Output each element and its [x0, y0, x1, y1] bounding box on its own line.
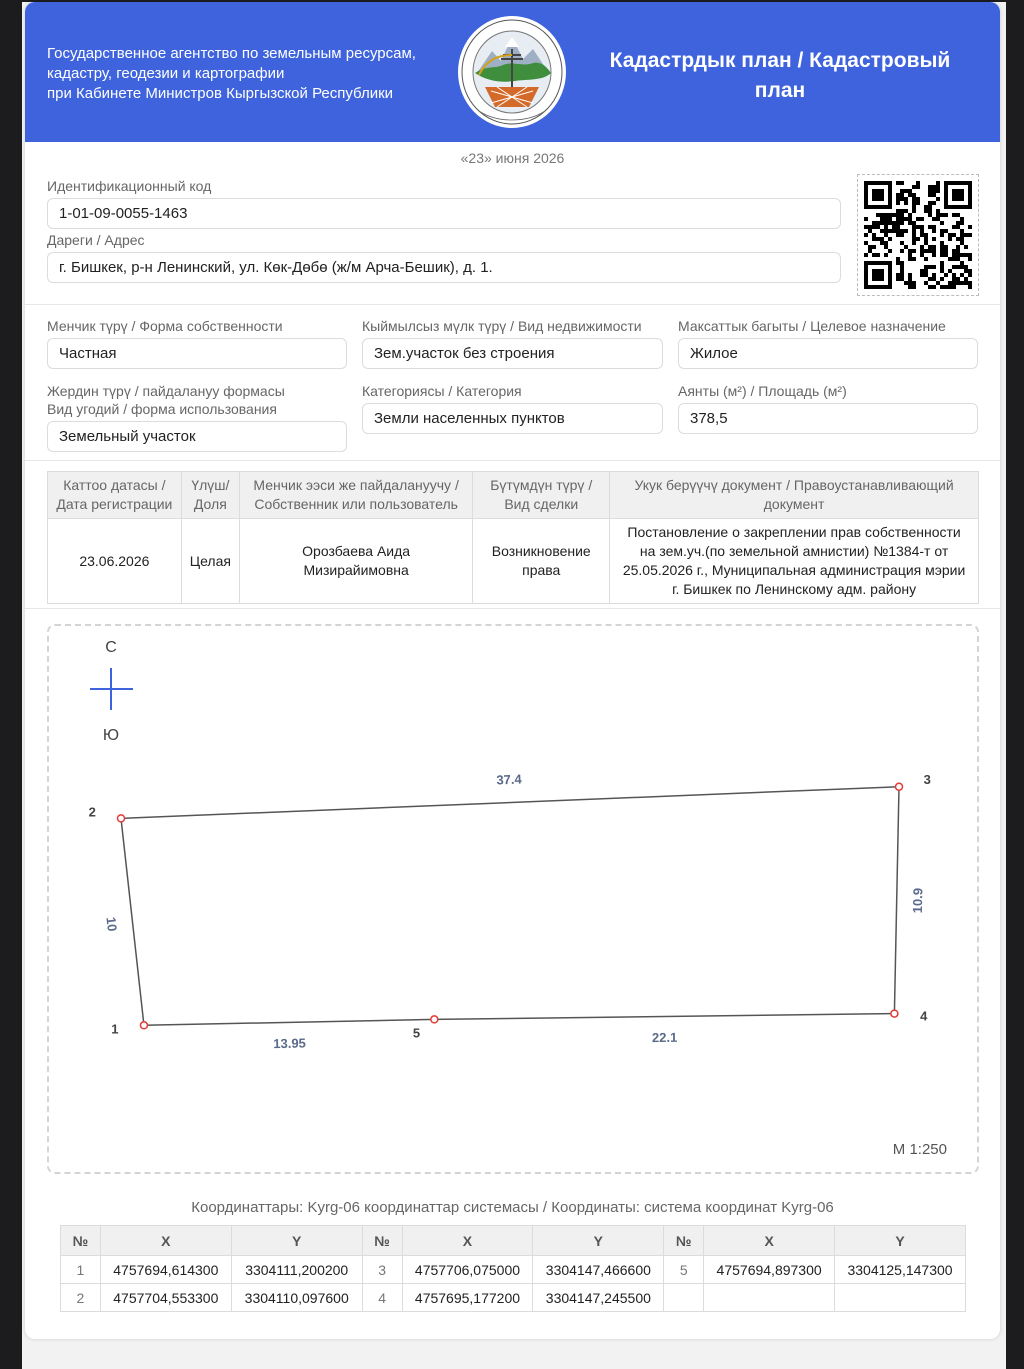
agency-line-1: Государственное агентство по земельным ресурсам, [47, 45, 416, 62]
parcel-boundary-edge [894, 787, 899, 1014]
owner-cell: Орозбаева Аида Мизирайимовна [239, 519, 472, 604]
column-header-reg-date: Каттоо датасы / Дата регистрации [48, 472, 182, 519]
reg-date-cell: 23.06.2026 [48, 519, 182, 604]
ident-code-label: Идентификационный код [47, 178, 212, 194]
parcel-boundary-edge [121, 818, 144, 1025]
agency-name [47, 44, 447, 104]
column-header-num: № [61, 1226, 101, 1256]
ownership-field: Частная [47, 338, 347, 369]
point-y: 3304125,147300 [835, 1256, 966, 1284]
point-number: 2 [61, 1284, 101, 1312]
agency-line-3: при Кабинете Министров Кыргызской Республики [47, 85, 394, 102]
point-number: 3 [362, 1256, 402, 1284]
deal-cell: Возникновение права [473, 519, 610, 604]
column-header-x: X [100, 1226, 231, 1256]
coordinates-title: Координаттары: Kyrg-06 координаттар системасы / Координаты: система координат Kyrg-06 [191, 1199, 834, 1216]
parcel-vertex [891, 1010, 898, 1017]
table-row [48, 519, 979, 604]
column-header-y: Y [533, 1226, 664, 1256]
edge-length-label: 13.95 [273, 1035, 306, 1052]
point-x: 4757704,553300 [100, 1284, 231, 1312]
divider [25, 460, 1000, 461]
edge-length-label: 22.1 [651, 1029, 678, 1046]
point-x: 4757694,614300 [100, 1256, 231, 1284]
property-type-field: Зем.участок без строения [362, 338, 663, 369]
point-number: 5 [664, 1256, 704, 1284]
parcel-boundary-edge [434, 1014, 894, 1020]
vertex-number-label: 4 [920, 1008, 928, 1024]
purpose-field: Жилое [678, 338, 978, 369]
column-header-x: X [402, 1226, 533, 1256]
point-number: 1 [61, 1256, 101, 1284]
ownership-label: Менчик түрү / Форма собственности [47, 318, 283, 334]
registration-header-row [48, 472, 979, 519]
ident-code-field: 1-01-09-0055-1463 [47, 198, 841, 229]
purpose-label: Максаттык багыты / Целевое назначение [678, 318, 946, 334]
parcel-boundary-edge [144, 1019, 434, 1025]
point-y: 3304110,097600 [231, 1284, 362, 1312]
parcel-vertex [140, 1022, 147, 1029]
column-header-document: Укук берүүчү документ / Правоустанавливающий документ [610, 472, 979, 519]
agency-line-2: кадастру, геодезии и картографии [47, 65, 285, 82]
point-number [664, 1284, 704, 1312]
point-y [835, 1284, 966, 1312]
point-x: 4757706,075000 [402, 1256, 533, 1284]
vertex-number-label: 2 [88, 804, 96, 820]
parcel-vertex [431, 1016, 438, 1023]
edge-length-label: 10 [103, 916, 120, 933]
point-y: 3304147,466600 [533, 1256, 664, 1284]
scale-label: М 1:250 [892, 1141, 947, 1158]
issue-date: «23» июня 2026 [460, 150, 565, 166]
point-number: 4 [362, 1284, 402, 1312]
column-header-deal: Бүтүмдүн түрү / Вид сделки [473, 472, 610, 519]
point-y: 3304111,200200 [231, 1256, 362, 1284]
agency-emblem-icon [457, 15, 567, 129]
north-label: С [105, 639, 117, 656]
column-header-num: № [362, 1226, 402, 1256]
point-x: 4757694,897300 [704, 1256, 835, 1284]
cadastral-plan-card [25, 2, 1000, 1339]
document-sheet [22, 2, 1006, 1369]
edge-length-label: 10.9 [909, 887, 926, 914]
area-field: 378,5 [678, 403, 978, 434]
vertex-number-label: 5 [412, 1025, 421, 1041]
divider [25, 304, 1000, 305]
registration-table [47, 471, 979, 604]
vertex-number-label: 1 [111, 1021, 119, 1037]
address-label: Дареги / Адрес [47, 232, 145, 248]
land-use-field: Земельный участок [47, 421, 347, 452]
south-label: Ю [102, 727, 120, 744]
document-title: Кадастрдык план / Кадастровый план [609, 49, 951, 102]
column-header-x: X [704, 1226, 835, 1256]
compass-icon [90, 668, 133, 710]
column-header-y: Y [231, 1226, 362, 1256]
parcel-plan [47, 624, 979, 1174]
category-label: Категориясы / Категория [362, 383, 522, 399]
table-row [61, 1256, 966, 1284]
area-label: Аянты (м²) / Площадь (м²) [678, 383, 847, 399]
table-row [61, 1284, 966, 1312]
property-type-label: Кыймылсыз мүлк түрү / Вид недвижимости [362, 318, 642, 334]
column-header-owner: Менчик ээси же пайдалануучу / Собственник или пользователь [239, 472, 472, 519]
header-banner [25, 2, 1000, 142]
column-header-share: Үлүш/ Доля [181, 472, 239, 519]
parcel-vertex [896, 783, 903, 790]
land-use-label-1: Жердин түрү / пайдалануу формасы [47, 383, 285, 399]
address-field: г. Бишкек, р-н Ленинский, ул. Көк-Дөбө (ж/м Арча-Бешик), д. 1. [47, 252, 841, 283]
edge-length-label: 37.4 [496, 771, 523, 788]
parcel-boundary-edge [121, 787, 899, 819]
parcel-vertex [118, 815, 125, 822]
coordinates-table [60, 1225, 966, 1312]
share-cell: Целая [181, 519, 239, 604]
land-use-label-2: Вид угодий / форма использования [47, 401, 277, 417]
vertex-number-label: 3 [923, 771, 931, 787]
point-y: 3304147,245500 [533, 1284, 664, 1312]
qr-code-icon [857, 174, 979, 296]
document-cell: Постановление о закреплении прав собственности на зем.уч.(по земельной амнистии) №1384-т от 25.05.2026 г., Муниципальная администрация мэрии г. Бишкек по Ленинскому адм. району [610, 519, 979, 604]
coordinates-header-row [61, 1226, 966, 1256]
point-x: 4757695,177200 [402, 1284, 533, 1312]
point-x [704, 1284, 835, 1312]
column-header-y: Y [835, 1226, 966, 1256]
column-header-num: № [664, 1226, 704, 1256]
category-field: Земли населенных пунктов [362, 403, 663, 434]
divider [25, 608, 1000, 609]
